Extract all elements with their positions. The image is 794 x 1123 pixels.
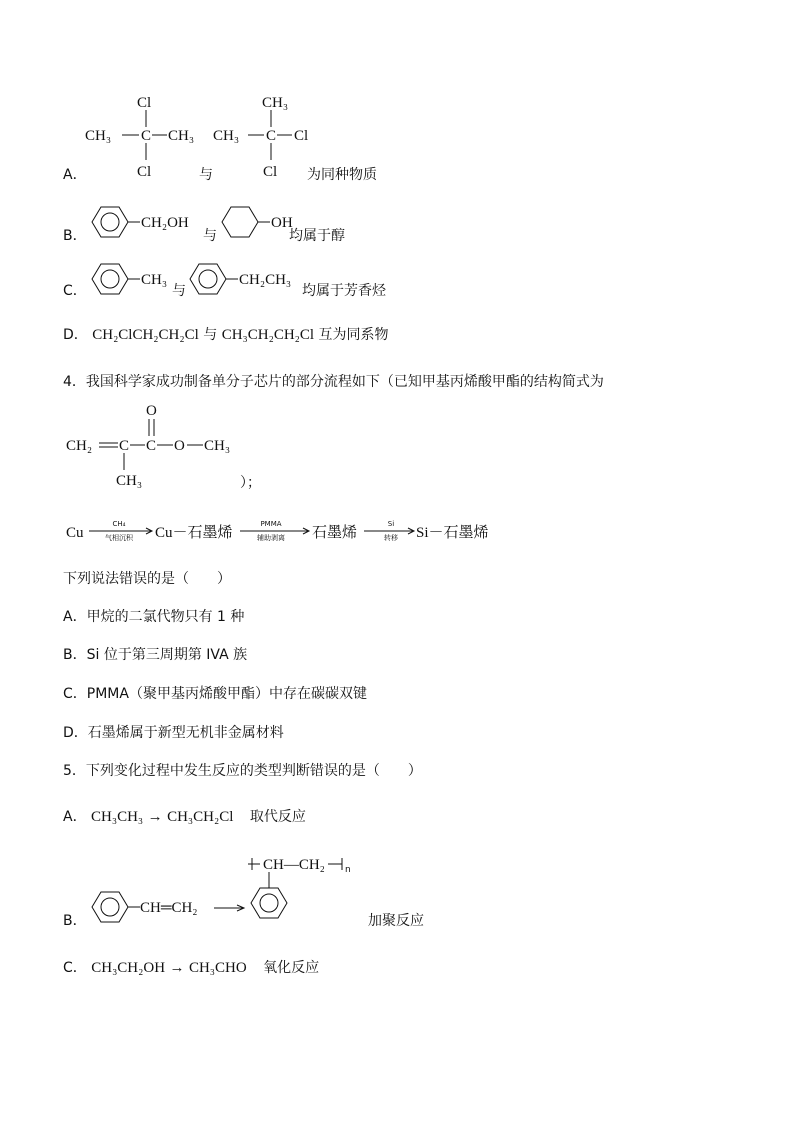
q3-option-b-cyclohexanol	[218, 205, 298, 241]
q3-option-b-joiner: 与	[203, 228, 217, 244]
q5-option-a-product: CH₃CH₂Cl	[167, 809, 234, 825]
q3-option-d	[63, 327, 389, 343]
q3-option-a-molecule-1	[85, 92, 205, 182]
benzene-ring-icon	[92, 892, 128, 922]
aromatic-circle-icon	[199, 270, 217, 288]
ethyl-label: CH₂CH₃	[239, 272, 292, 288]
q5-option-c-product: CH₃CHO	[188, 960, 247, 976]
q3-option-b-suffix: 均属于醇	[289, 228, 345, 244]
q3-option-c-suffix: 均属于芳香烃	[302, 283, 386, 299]
benzene-ring-icon	[92, 207, 128, 237]
benzene-ring-icon	[92, 264, 128, 294]
q5-option-b-letter: B．	[63, 913, 87, 929]
q4-question: 下列说法错误的是（ ）	[63, 571, 231, 587]
q5-option-a-type: 取代反应	[249, 809, 306, 825]
alkene-carbon-label: C	[119, 438, 130, 454]
benzene-ring-icon	[251, 888, 287, 918]
styrene-vinyl-label: CH═CH₂	[140, 900, 198, 916]
methyl-bottom-label: CH₃	[116, 473, 143, 489]
q5-option-a	[63, 809, 306, 825]
q3-option-a-suffix: 为同种物质	[307, 167, 377, 183]
flow-step-graphene: 石墨烯	[312, 525, 358, 541]
carbonyl-carbon-label: C	[146, 438, 157, 454]
aromatic-circle-icon	[101, 898, 119, 916]
arrow-1-reagent: CH₄	[112, 520, 126, 528]
aromatic-circle-icon	[101, 213, 119, 231]
methoxy-methyl-label: CH₃	[204, 438, 231, 454]
q3-option-d-letter: D．	[63, 327, 88, 343]
q4-option-b: B．Si 位于第三周期第 IVA 族	[63, 647, 248, 663]
cyclohexane-ring-icon	[222, 207, 258, 237]
ester-oxygen-label: O	[174, 438, 185, 454]
q4-option-c: C．PMMA（聚甲基丙烯酸甲酯）中存在碳碳双键	[63, 686, 367, 702]
q4-stem: 4．我国科学家成功制备单分子芯片的部分流程如下（已知甲基丙烯酸甲酯的结构简式为	[63, 374, 604, 390]
methyl-right-label: CH₃	[168, 128, 195, 144]
q3-option-d-formula-1: CH₂ClCH₂CH₂Cl	[92, 327, 199, 343]
q5-stem: 5．下列变化过程中发生反应的类型判断错误的是（ ）	[63, 763, 422, 779]
chlorine-bottom-label: Cl	[137, 164, 152, 180]
q3-option-c-letter: C．	[63, 283, 87, 299]
reaction-arrow-icon: →	[147, 809, 163, 825]
q5-option-c	[63, 960, 319, 976]
carbonyl-oxygen-label: O	[146, 403, 157, 419]
q5-option-c-reactant: CH₃CH₂OH	[91, 960, 166, 976]
q4-option-d: D．石墨烯属于新型无机非金属材料	[63, 725, 284, 741]
benzene-ring-icon	[190, 264, 226, 294]
q3-option-b-benzyl-alcohol	[88, 205, 203, 241]
q5-option-b-reaction	[88, 852, 368, 932]
flow-step-cu: Cu	[66, 525, 84, 541]
methyl-top-label: CH₃	[262, 95, 289, 111]
chlorine-top-label: Cl	[137, 95, 152, 111]
q4-methyl-methacrylate-structure	[66, 400, 266, 492]
carbon-center-label: C	[141, 128, 152, 144]
arrow-1-condition: 气相沉积	[105, 534, 133, 542]
q3-option-b-letter: B．	[63, 228, 87, 244]
q5-option-c-type: 氧化反应	[263, 960, 320, 976]
q3-option-c-ethylbenzene	[186, 262, 306, 298]
methyl-left-label: CH₃	[85, 128, 112, 144]
flow-step-si-graphene: Si－石墨烯	[416, 525, 489, 541]
q4-process-flow	[66, 516, 506, 544]
chlorine-bottom-label: Cl	[263, 164, 278, 180]
flow-step-cu-graphene: Cu－石墨烯	[155, 525, 233, 541]
q5-option-c-letter: C．	[63, 960, 87, 976]
q3-option-d-suffix: 互为同系物	[318, 327, 389, 343]
arrow-3-reagent: Si	[387, 520, 395, 528]
q3-option-a-letter: A．	[63, 167, 87, 183]
ch2oh-label: CH₂OH	[141, 215, 189, 231]
ch2-label: CH₂	[66, 438, 93, 454]
q5-option-b-type: 加聚反应	[368, 913, 424, 929]
q3-option-d-joiner: 与	[203, 327, 218, 343]
reaction-arrow-icon: →	[169, 960, 185, 976]
q4-stem-end: ）；	[240, 475, 261, 491]
methyl-left-label: CH₃	[213, 128, 240, 144]
q3-option-c-joiner: 与	[172, 283, 186, 299]
ch3-label: CH₃	[141, 272, 168, 288]
repeat-n-label: n	[345, 865, 351, 875]
q5-option-a-reactant: CH₃CH₃	[91, 809, 144, 825]
aromatic-circle-icon	[101, 270, 119, 288]
arrow-2-condition: 辅助剥离	[257, 534, 285, 542]
oh-label: OH	[271, 215, 293, 231]
q3-option-a-joiner: 与	[199, 167, 213, 183]
q4-option-a: A．甲烷的二氯代物只有 1 种	[63, 609, 245, 625]
aromatic-circle-icon	[260, 894, 278, 912]
q3-option-d-formula-2: CH₃CH₂CH₂Cl	[221, 327, 315, 343]
chlorine-right-label: Cl	[294, 128, 309, 144]
q5-option-a-letter: A．	[63, 809, 87, 825]
arrow-2-reagent: PMMA	[260, 520, 282, 528]
arrow-3-condition: 转移	[384, 534, 398, 542]
polymer-chain-label: CH—CH₂	[263, 857, 325, 873]
carbon-center-label: C	[266, 128, 277, 144]
q3-option-c-toluene	[88, 262, 178, 298]
